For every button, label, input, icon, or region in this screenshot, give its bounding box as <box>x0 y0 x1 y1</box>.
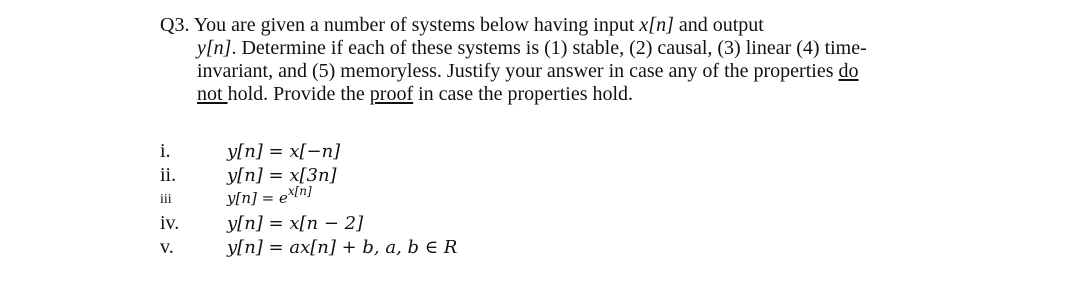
question-text-4a: hold. Provide the <box>227 83 370 105</box>
question-line-4 <box>160 83 920 106</box>
output-variable: y[n] <box>197 37 232 59</box>
underlined-do: do <box>838 60 859 82</box>
question-line-3 <box>160 60 920 83</box>
question-label: Q3. <box>160 14 190 36</box>
equation-base: y[n] = e <box>227 189 288 207</box>
item-number: i. <box>160 140 171 162</box>
system-equation: y[n] = x[3n] <box>227 165 337 186</box>
input-variable: x[n] <box>639 14 674 36</box>
system-equation: y[n] = x[n − 2] <box>227 213 364 234</box>
question-text-1-tail: and output <box>673 14 764 36</box>
system-equation: y[n] = ax[n] + b, a, b ∈ R <box>227 237 458 258</box>
question-text-4b: in case the properties hold. <box>413 83 634 105</box>
underlined-proof: proof <box>369 83 414 105</box>
item-number: iv. <box>160 212 180 234</box>
question-text-3: invariant, and (5) memoryless. Justify your answer in case any of the properties <box>197 60 839 82</box>
system-equation <box>227 184 312 209</box>
question-line-2 <box>160 37 920 60</box>
item-number: v. <box>160 236 174 258</box>
equation-exponent: x[n] <box>287 184 312 198</box>
question-text-1: You are given a number of systems below having input <box>193 14 640 36</box>
system-equation: y[n] = x[−n] <box>227 141 341 162</box>
item-number: ii. <box>160 164 177 186</box>
question-block <box>160 14 920 106</box>
question-line-1 <box>160 14 920 37</box>
item-number: iii <box>160 192 172 207</box>
question-text-2: . Determine if each of these systems is (1) stable, (2) causal, (3) linear (4) time- <box>231 37 867 59</box>
underlined-not: not <box>197 83 228 105</box>
